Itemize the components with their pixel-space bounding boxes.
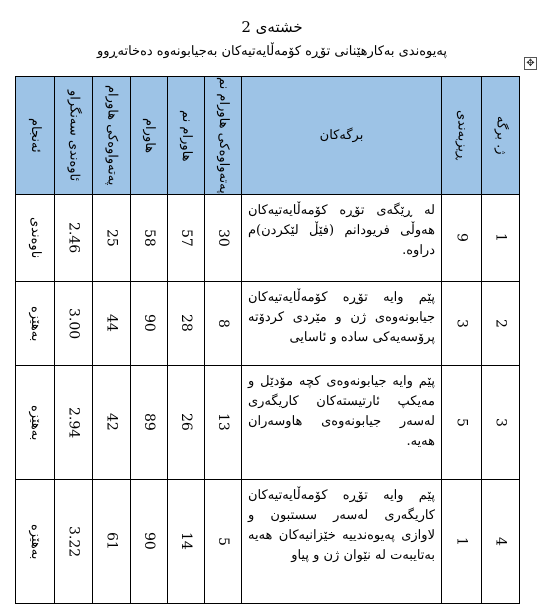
cell-agree: 57	[168, 194, 205, 281]
cell-dev-agree: 13	[205, 365, 242, 479]
header-dev-agree: پەتەواوەکی ھاورام نم	[205, 77, 242, 195]
cell-agree: 26	[168, 365, 205, 479]
cell-result: بەهێزە	[16, 281, 55, 365]
cell-result: ناوەندی	[16, 194, 55, 281]
header-level: ئاوەندی سەنگراو	[55, 77, 93, 195]
cell-item: پێم وایە تۆڕە کۆمەڵایەتیەکان کاریگەری لەسەر سستبون و لاوازی پەیوەندییە خێزانیەکان هەیە بەتایبەت لە نێوان ژن و پیاو	[242, 479, 442, 603]
cell-rank: 3	[442, 281, 482, 365]
cell-dev-agree: 8	[205, 281, 242, 365]
cell-level: 2.46	[55, 194, 93, 281]
results-table	[15, 76, 520, 604]
table-row	[16, 365, 520, 479]
cell-agree: 14	[168, 479, 205, 603]
move-handle-icon[interactable]: ✥	[524, 57, 537, 70]
cell-agree: 28	[168, 281, 205, 365]
cell-level: 3.22	[55, 479, 93, 603]
cell-dev-mean: 44	[93, 281, 131, 365]
header-agree: ھاورام نم	[168, 77, 205, 195]
cell-item: پێم وایە جیابونەوەی کچە مۆدێل و مەیکپ ئارتیستەکان کاریگەری لەسەر جیابونەوەی هاوسەران هەیە.	[242, 365, 442, 479]
cell-dev-mean: 42	[93, 365, 131, 479]
cell-item: لە ڕێگەی تۆڕە کۆمەڵایەتیەکان هەوڵی فریودانم (فێڵ لێکردن)م دراوە.	[242, 194, 442, 281]
table-row	[16, 281, 520, 365]
header-rank: ڕیزبەندی	[442, 77, 482, 195]
cell-level: 2.94	[55, 365, 93, 479]
table-row	[16, 479, 520, 603]
cell-rank: 5	[442, 365, 482, 479]
cell-result: بەهێزە	[16, 479, 55, 603]
header-no: ژ. برگە	[482, 77, 520, 195]
cell-no: 4	[482, 479, 520, 603]
cell-result: بەهێزە	[16, 365, 55, 479]
cell-rank: 1	[442, 479, 482, 603]
cell-item: پێم وایە تۆڕە کۆمەڵایەتیەکان جیابونەوەی ژن و مێردی کردۆتە پرۆسەیەکی سادە و ئاسایی	[242, 281, 442, 365]
table-caption-number: خشتەی 2	[241, 18, 303, 36]
cell-dev-mean: 61	[93, 479, 131, 603]
cell-mean: 90	[131, 281, 168, 365]
cell-dev-agree: 5	[205, 479, 242, 603]
cell-dev-mean: 25	[93, 194, 131, 281]
cell-rank: 9	[442, 194, 482, 281]
header-row	[16, 77, 520, 195]
cell-no: 2	[482, 281, 520, 365]
cell-mean: 89	[131, 365, 168, 479]
cell-dev-agree: 30	[205, 194, 242, 281]
header-mean: ھاورام	[131, 77, 168, 195]
cell-level: 3.00	[55, 281, 93, 365]
table-caption-title: پەیوەندی بەکارهێنانی تۆڕە کۆمەڵایەتیەکان بەجیابونەوە دەخاتەڕوو	[97, 44, 447, 59]
cell-no: 1	[482, 194, 520, 281]
cell-mean: 90	[131, 479, 168, 603]
header-item: برگەکان	[242, 77, 442, 195]
table-row	[16, 194, 520, 281]
header-result: ئەنجام	[16, 77, 55, 195]
cell-mean: 58	[131, 194, 168, 281]
header-dev-mean: پەتەواوەکی ھاورام	[93, 77, 131, 195]
cell-no: 3	[482, 365, 520, 479]
